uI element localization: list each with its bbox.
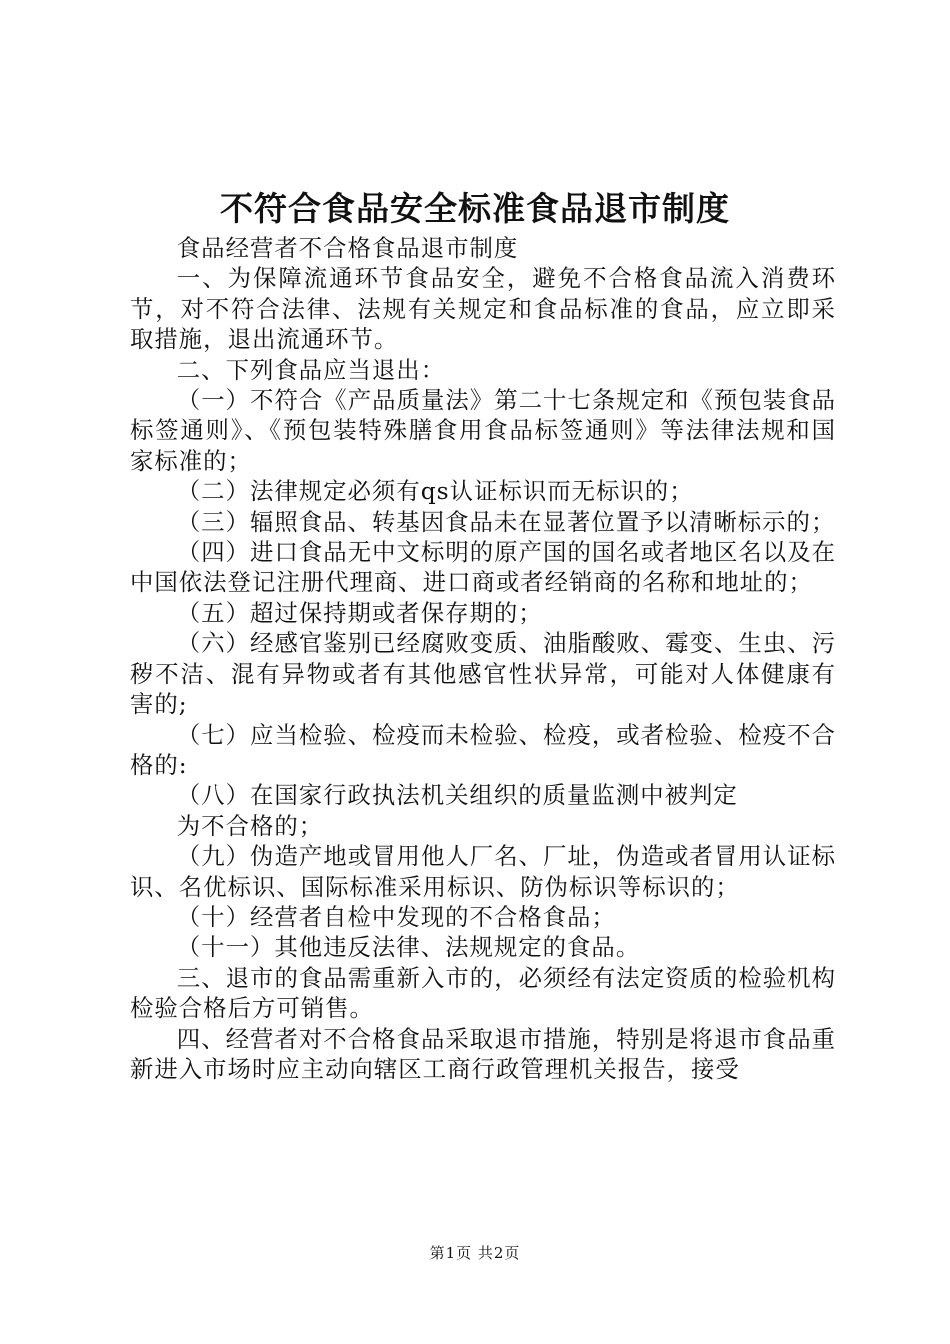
paragraph: 二、下列食品应当退出： [176,355,446,384]
paragraph: （二）法律规定必须有qs认证标识而无标识的； [176,477,694,506]
paragraph: 四、经营者对不合格食品采取退市措施，特别是将退市食品重新进入市场时应主动向辖区工商行政管理机关报告，接受 [130,1024,836,1083]
paragraph: 食品经营者不合格食品退市制度 [176,234,519,262]
document-body [130,233,836,1084]
paragraph: （七）应当检验、检疫而未检验、检疫，或者检验、检疫不合格的: [130,720,836,779]
paragraph: （十一）其他违反法律、法规规定的食品。 [176,933,641,962]
paragraph: （六）经感官鉴别已经腐败变质、油脂酸败、霉变、生虫、污秽不洁、混有异物或者有其他感官性状异常，可能对人体健康有害的; [130,629,836,719]
paragraph: （四）进口食品无中文标明的原产国的国名或者地区名以及在中国依法登记注册代理商、进口商或者经销商的名称和地址的； [130,538,836,597]
paragraph: （五）超过保持期或者保存期的； [176,598,543,627]
paragraph: （十）经营者自检中发现的不合格食品； [176,902,616,931]
page-footer: 第1页 共2页 [429,1244,521,1262]
paragraph: 一、为保障流通环节食品安全，避免不合格食品流入消费环节，对不符合法律、法规有关规定和食品标准的食品，应立即采取措施，退出流通环节。 [130,264,836,354]
paragraph: （九）伪造产地或冒用他人厂名、厂址，伪造或者冒用认证标识、名优标识、国际标准采用标识、防伪标识等标识的； [130,842,836,901]
document-title: 不符合食品安全标准食品退市制度 [220,189,730,228]
paragraph: （八）在国家行政执法机关组织的质量监测中被判定 [176,781,738,810]
paragraph: 三、退市的食品需重新入市的，必须经有法定资质的检验机构检验合格后方可销售。 [130,963,836,1023]
paragraph: （三）辐照食品、转基因食品未在显著位置予以清晰标示的； [176,507,836,536]
paragraph: 为不合格的； [176,811,324,840]
paragraph: （一）不符合《产品质量法》第二十七条规定和《预包装食品标签通则》、《预包装特殊膳食用食品标签通则》等法律法规和国家标准的； [130,386,836,475]
